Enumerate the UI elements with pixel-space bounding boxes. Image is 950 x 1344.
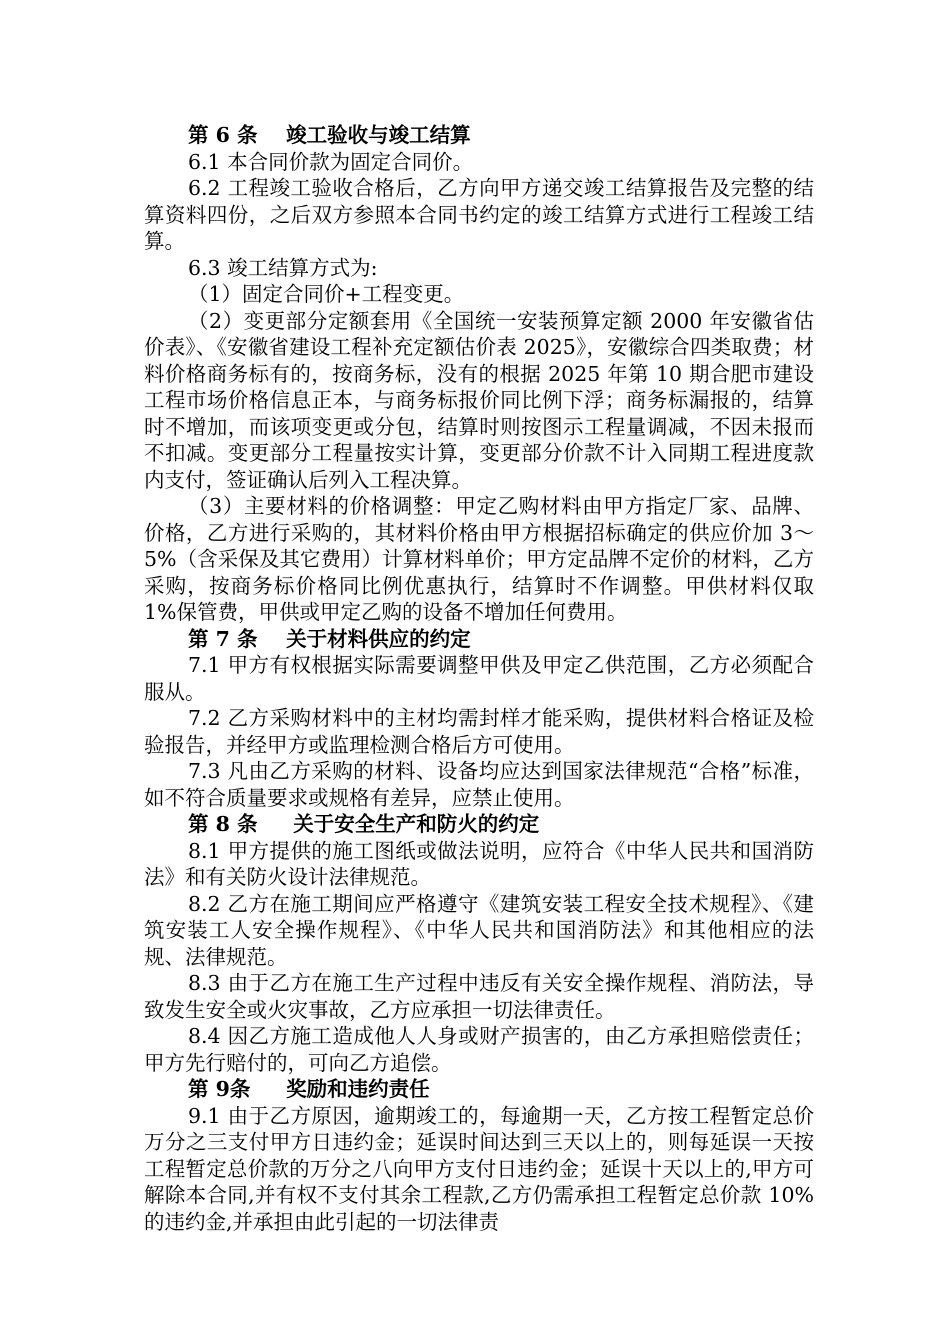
clause-8-3: 8.3 由于乙方在施工生产过程中违反有关安全操作规程、消防法，导致发生安全或火灾事故，乙方应承担一切法律责任。 bbox=[144, 971, 814, 1022]
clause-7-1: 7.1 甲方有权根据实际需要调整甲供及甲定乙供范围，乙方必须配合服从。 bbox=[144, 653, 814, 704]
clause-6-1: 6.1 本合同价款为固定合同价。 bbox=[188, 149, 474, 174]
clause-6-3-item-2: （2）变更部分定额套用《全国统一安装预算定额 2000 年安徽省估价表》、《安徽省建设工程补充定额估价表 2025》，安徽综合四类取费；材料价格商务标有的，按商务标，没有的根据 2025 年第 10 期合肥市建设工程市场价格信息正本，与商务标报价同比例下浮；商务标漏报的，结算时不增加，而该项变更或分包，结算时则按图示工程量调减，不因未报而不扣减。变更部分工程量按实计算，变更部分价款不计入同期工程进度款内支付，签证确认后列入工程决算。 bbox=[144, 308, 814, 492]
clause-6-3-item-3: （3）主要材料的价格调整：甲定乙购材料由甲方指定厂家、品牌、价格，乙方进行采购的，其材料价格由甲方根据招标确定的供应价加 3～5%（含采保及其它费用）计算材料单价；甲方定品牌不定价的材料，乙方采购，按商务标价格同比例优惠执行，结算时不作调整。甲供材料仅取 1%保管费，甲供或甲定乙购的设备不增加任何费用。 bbox=[144, 494, 814, 624]
clause-6-3-item-1: （1）固定合同价+工程变更。 bbox=[188, 282, 465, 306]
clause-7-3: 7.3 凡由乙方采购的材料、设备均应达到国家法律规范“合格”标准，如不符合质量要求或规格有差异，应禁止使用。 bbox=[144, 759, 814, 810]
article-9-heading: 第 9条 奖励和违约责任 bbox=[188, 1077, 430, 1101]
clause-6-2: 6.2 工程竣工验收合格后，乙方向甲方递交竣工结算报告及完整的结算资料四份，之后双方参照本合同书约定的竣工结算方式进行工程竣工结算。 bbox=[144, 176, 814, 253]
document-body bbox=[144, 122, 814, 1235]
clause-8-1: 8.1 甲方提供的施工图纸或做法说明，应符合《中华人民共和国消防法》和有关防火设计法律规范。 bbox=[144, 838, 814, 889]
clause-9-1: 9.1 由于乙方原因，逾期竣工的，每逾期一天，乙方按工程暂定总价万分之三支付甲方日违约金；延误时间达到三天以上的，则每延误一天按工程暂定总价款的万分之八向甲方支付日违约金；延误十天以上的,甲方可解除本合同,并有权不支付其余工程款,乙方仍需承担工程暂定总价款 10%的违约金,并承担由此引起的一切法律责 bbox=[144, 1103, 814, 1234]
clause-8-4: 8.4 因乙方施工造成他人人身或财产损害的，由乙方承担赔偿责任；甲方先行赔付的，可向乙方追偿。 bbox=[144, 1024, 814, 1075]
article-6-heading: 第 6 条 竣工验收与竣工结算 bbox=[188, 123, 471, 147]
clause-8-2: 8.2 乙方在施工期间应严格遵守《建筑安装工程安全技术规程》、《建筑安装工人安全操作规程》、《中华人民共和国消防法》和其他相应的法规、法律规范。 bbox=[144, 891, 814, 969]
article-7-heading: 第 7 条 关于材料供应的约定 bbox=[188, 626, 471, 651]
clause-6-3: 6.3 竣工结算方式为: bbox=[188, 255, 378, 280]
article-8-heading: 第 8 条 关于安全生产和防火的约定 bbox=[188, 812, 540, 836]
clause-7-2: 7.2 乙方采购材料中的主材均需封样才能采购，提供材料合格证及检验报告，并经甲方或监理检测合格后方可使用。 bbox=[144, 706, 814, 757]
